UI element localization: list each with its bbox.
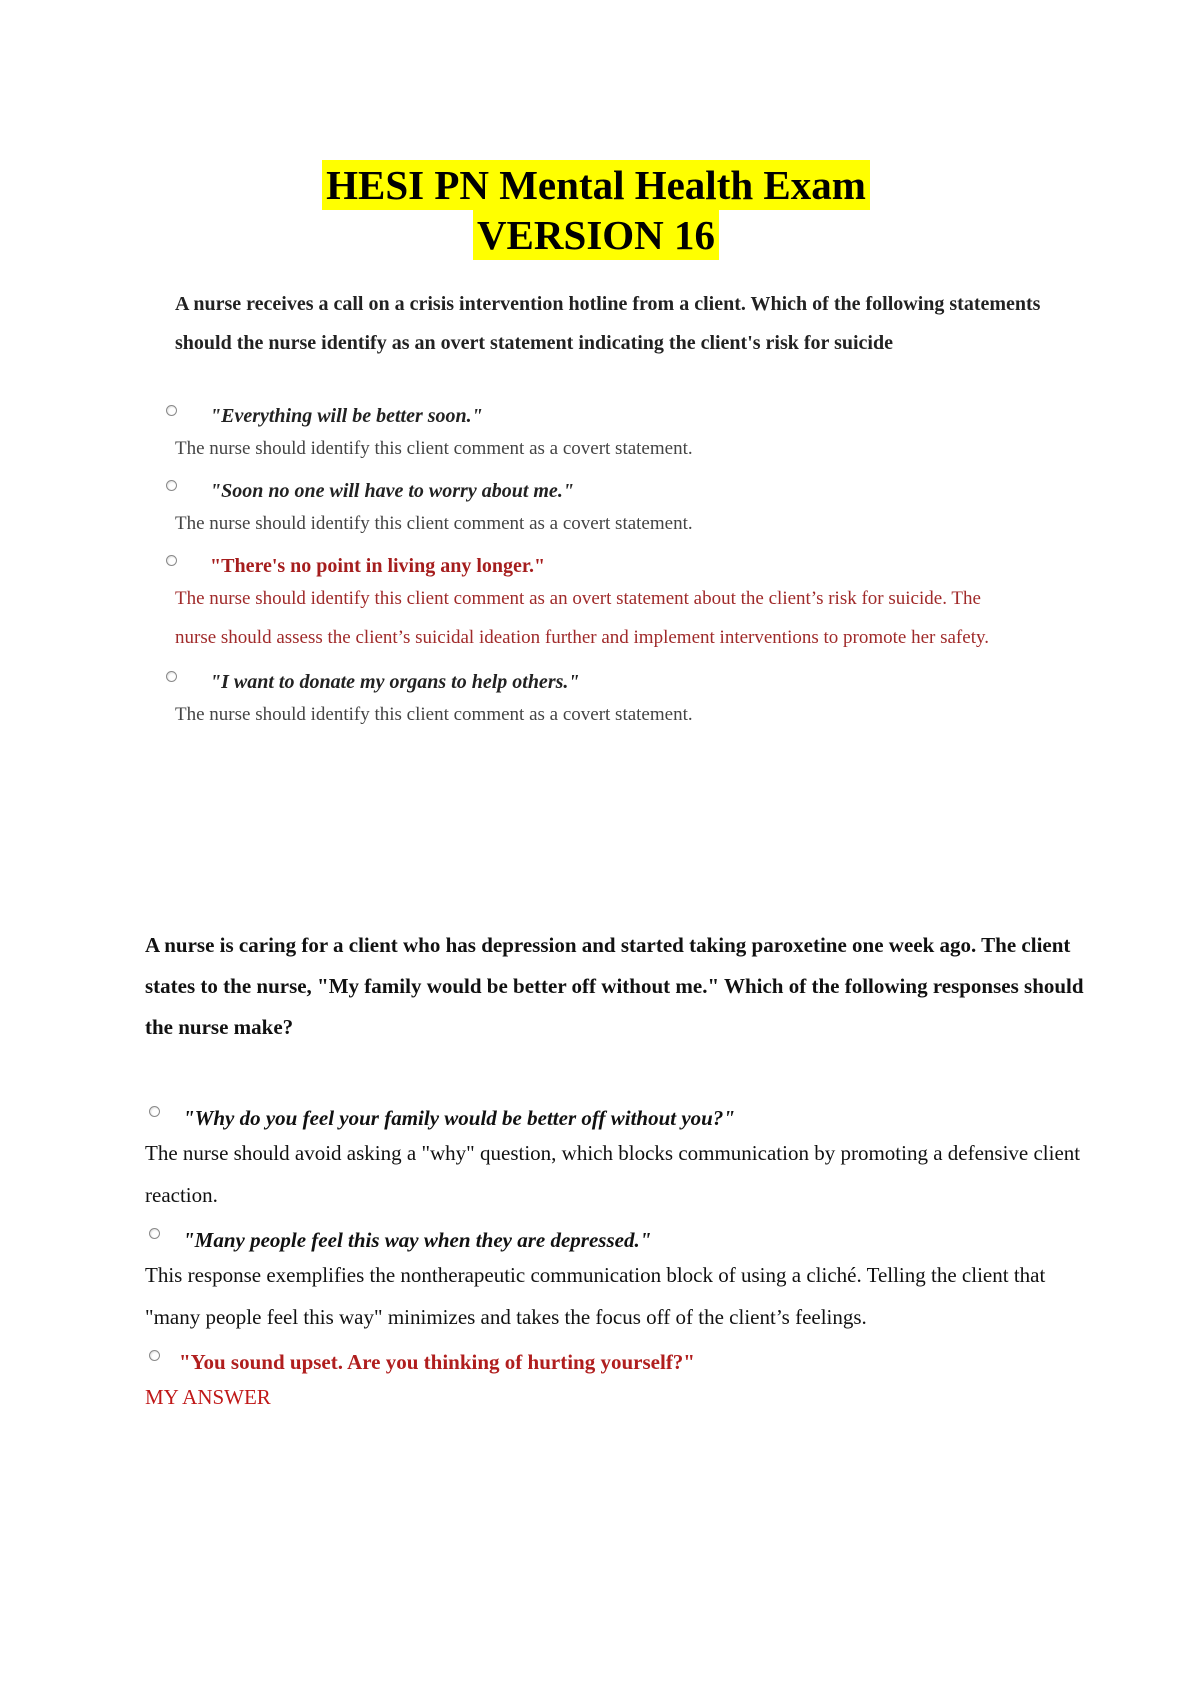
q2-option-1[interactable] (145, 1104, 1085, 1216)
q2-option-1-label: "Why do you feel your family would be better off without you?" (183, 1106, 735, 1130)
q2-option-1-rationale: The nurse should avoid asking a "why" question, which blocks communication by promoting a defensive client reaction. (145, 1141, 1081, 1207)
q1-option-3-label: "There's no point in living any longer." (210, 555, 546, 577)
q2-option-3-rationale: MY ANSWER (145, 1385, 271, 1409)
q1-option-2[interactable] (175, 478, 1075, 543)
q1-option-3-rationale: The nurse should identify this client comment as an overt statement about the client’s risk for suicide. The nurse should assess the client’s suicidal ideation further and implement interventions to promote her safety. (175, 588, 989, 648)
q2-option-2-rationale: This response exemplifies the nontherapeutic communication block of using a cliché. Telling the client that "many people feel this way" minimizes and takes the focus off of the client’s feelings. (145, 1263, 1046, 1329)
radio-button[interactable] (149, 1106, 160, 1117)
question-1 (175, 285, 1075, 734)
question-1-stem: A nurse receives a call on a crisis intervention hotline from a client. Which of the following statements should the nurse identify as an overt statement indicating the client's risk for suicide (175, 293, 1041, 354)
radio-button[interactable] (166, 555, 177, 566)
radio-button[interactable] (166, 405, 177, 416)
document-title (0, 160, 1192, 260)
title-line-2: VERSION 16 (473, 210, 719, 260)
radio-button[interactable] (149, 1350, 160, 1361)
q1-option-4-label: "I want to donate my organs to help others." (210, 671, 580, 693)
q2-option-3[interactable] (145, 1348, 1085, 1418)
q1-option-2-label: "Soon no one will have to worry about me." (210, 480, 574, 502)
q1-option-1-label: "Everything will be better soon." (210, 405, 483, 427)
radio-button[interactable] (166, 480, 177, 491)
title-line-1: HESI PN Mental Health Exam (322, 160, 870, 210)
q1-option-3[interactable] (175, 553, 1075, 657)
question-2 (145, 925, 1085, 1418)
radio-button[interactable] (166, 671, 177, 682)
q1-option-1-rationale: The nurse should identify this client comment as a covert statement. (175, 438, 693, 459)
radio-button[interactable] (149, 1228, 160, 1239)
q1-option-1[interactable] (175, 403, 1075, 468)
q1-option-4-rationale: The nurse should identify this client comment as a covert statement. (175, 704, 693, 725)
q2-option-2-label: "Many people feel this way when they are depressed." (183, 1228, 652, 1252)
q1-option-4[interactable] (175, 669, 1075, 734)
q2-option-2[interactable] (145, 1226, 1085, 1338)
q1-option-2-rationale: The nurse should identify this client comment as a covert statement. (175, 513, 693, 534)
q2-option-3-label: "You sound upset. Are you thinking of hurting yourself?" (179, 1350, 695, 1374)
question-2-stem: A nurse is caring for a client who has depression and started taking paroxetine one week ago. The client states to the nurse, "My family would be better off without me." Which of the following responses should the nurse make? (145, 933, 1084, 1039)
